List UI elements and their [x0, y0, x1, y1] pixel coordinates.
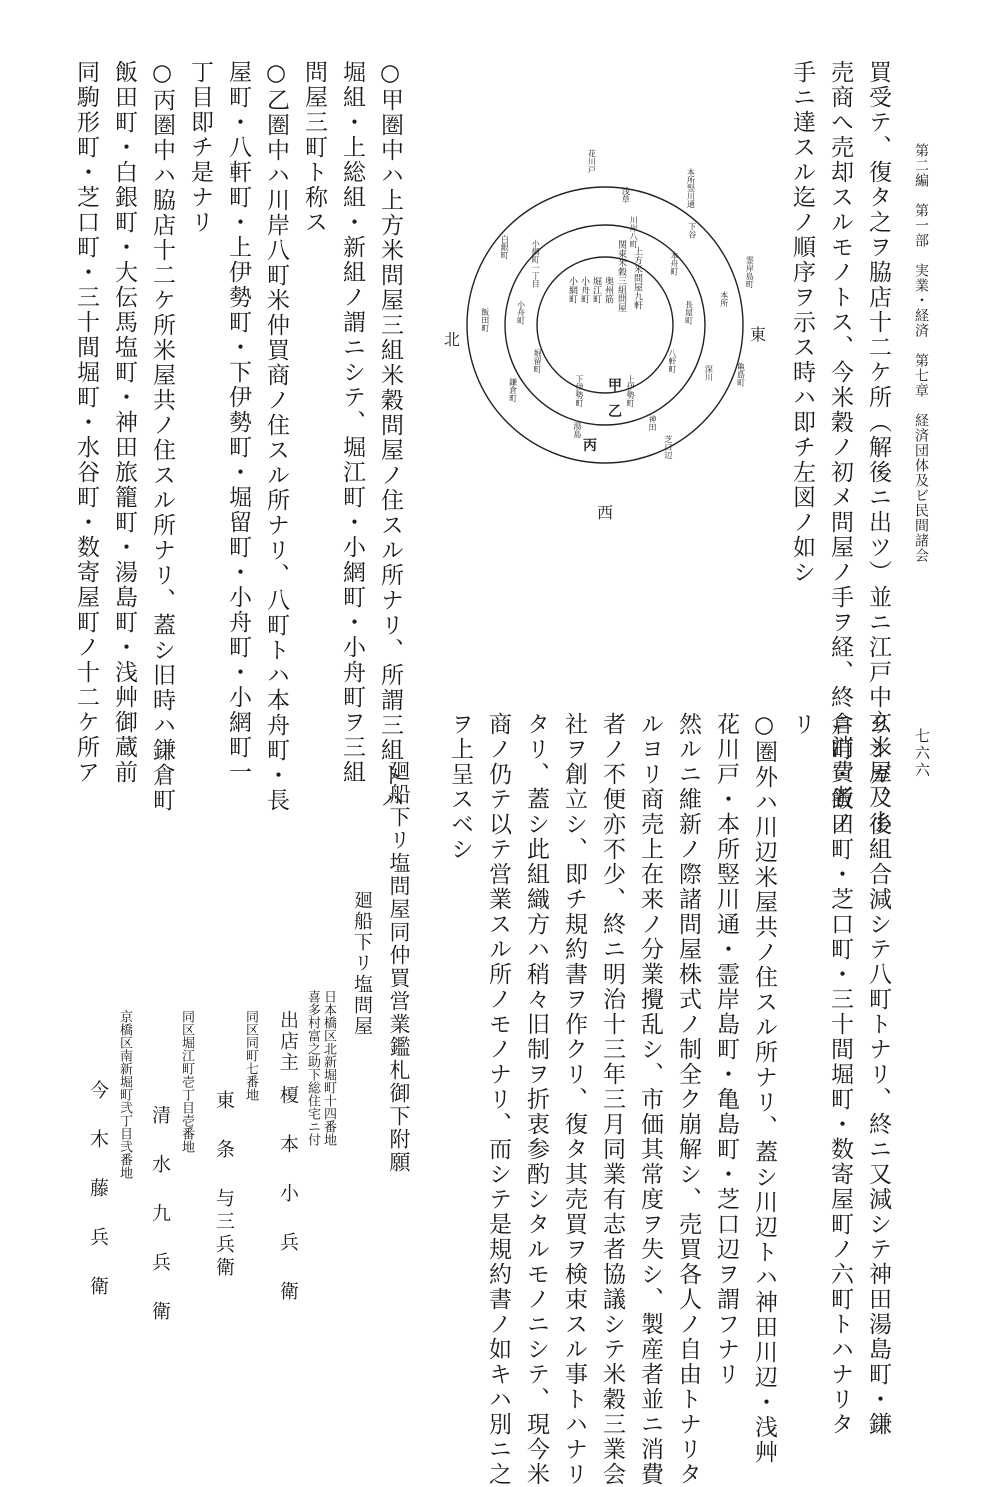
text-column: 堀組・上総組・新組ノ謂ニシテ、堀江町・小網町・小舟町ヲ三組 [339, 60, 365, 785]
outer-ring-label: 飯田町 [480, 307, 490, 332]
outside-label: 霊岸島町 [745, 256, 755, 289]
petitioner-address: 日本橋区北新堀町十四番地 [321, 990, 336, 1146]
page-number: 七六六 [913, 728, 931, 779]
text-column: 問屋三町ト称ス [301, 60, 327, 235]
direction-east: 東 [749, 325, 767, 344]
text-column: リシガ、後組合減シテ八町トナリ、終ニ又減シテ神田湯島町・鎌 [865, 712, 891, 1437]
center-label: 奥州筋 [603, 276, 613, 304]
middle-ring-label: 堀留町 [533, 349, 543, 374]
outside-label: 本所竪川通 [686, 168, 696, 209]
text-column: 社ヲ創立シ、即チ規約書ヲ作クリ、復タ其売買ヲ検束スル事トハナリ [561, 712, 587, 1487]
middle-ring-label: 川岸八町 [629, 216, 639, 249]
middle-ring-label: 下伊勢町 [574, 374, 584, 407]
center-label: 上方米問屋九軒 [632, 246, 642, 310]
outer-ring-label: 本所 [719, 291, 729, 308]
rice-trade-diagram [440, 100, 770, 530]
outer-ring-label: 神田 [648, 415, 658, 432]
center-label: 関東米穀三組問屋 [616, 240, 626, 312]
outer-ring-label: 白銀町 [500, 235, 510, 260]
text-column: 手ニ達スル迄ノ順序ヲ示ス時ハ即チ左図ノ如シ [789, 60, 815, 585]
middle-ring-label: 長屋町 [684, 300, 694, 325]
text-column: ヲ上呈スベシ [447, 712, 473, 862]
outer-circle [467, 187, 746, 463]
marker-otsu: 乙 [608, 404, 622, 420]
text-column: 飯田町・白銀町・大伝馬塩町・神田旅籠町・湯島町・浅艸御蔵前 [111, 60, 137, 785]
petition-title: 廻船下リ塩問屋同仲買営業鑑札御下附願 [387, 760, 411, 1174]
petitioner-address: 京橋区南新堀町弐丁目弐番地 [117, 1010, 132, 1179]
running-header: 第二編 第一部 実業・経済 第七章 経済団体及ビ民間諸会 [913, 143, 929, 563]
center-label: 小舟町 [579, 276, 589, 304]
outside-label: 花川戸 [587, 149, 597, 174]
text-column: 同駒形町・芝口町・三十間堀町・水谷町・数寄屋町ノ十二ケ所ア [73, 60, 99, 785]
direction-north: 北 [443, 330, 461, 349]
text-column: 丁目即チ是ナリ [187, 60, 213, 235]
outer-ring-label: 深川 [704, 365, 714, 381]
center-label: 小網町 [567, 276, 577, 304]
direction-west: 西 [596, 503, 614, 522]
middle-ring-label: 八軒町 [667, 349, 677, 374]
middle-ring-label: 小網町一丁目 [531, 239, 541, 288]
middle-ring-label: 小舟町 [516, 300, 526, 325]
petitioner-name: 東 条 与三兵衛 [213, 1090, 235, 1280]
outside-label: 芝口辺 [663, 434, 673, 459]
middle-ring-label: 本舟町 [669, 251, 679, 276]
text-column: 者ノ不便亦不少、終ニ明治十三年三月同業有志者協議シテ米穀三業会 [599, 712, 625, 1487]
text-column: ルヨリ商売上在来ノ分業攪乱シ、市価其常度ヲ失シ、製産者並ニ消費 [637, 712, 663, 1487]
petitioner-name: 榎 本 小 兵 衛 [277, 1085, 299, 1304]
outside-label: 亀島町 [736, 362, 746, 387]
text-column: タリ、蓋シ此組織方ハ稍々旧制ヲ折衷参酌シタルモノニシテ、現今米 [523, 712, 549, 1487]
middle-ring-label: 上伊勢町 [626, 374, 636, 407]
petition-subtitle: 廻船下リ塩問屋 [351, 890, 373, 1037]
text-column: 屋町・八軒町・上伊勢町・下伊勢町・堀留町・小舟町・小網町一 [225, 60, 251, 785]
text-column: ○丙圏中ハ脇店十二ケ所米屋共ノ住スル所ナリ、蓋シ旧時ハ鎌倉町 [149, 60, 175, 813]
text-column: 売商へ売却スルモノトス、今米穀ノ初メ問屋ノ手ヲ経、終ニ消費者ノ [827, 60, 853, 835]
petitioner-address: 同区同町七番地 [243, 1010, 258, 1101]
outer-ring-label: 湯島 [572, 421, 582, 438]
outer-ring-label: 鎌倉町 [508, 378, 518, 403]
marker-hei: 丙 [583, 438, 597, 454]
marker-ko: 甲 [608, 378, 622, 394]
outer-ring-label: 下谷 [687, 222, 697, 239]
text-column: 花川戸・本所竪川通・霊岸島町・亀島町・芝口辺ヲ謂フナリ [713, 712, 739, 1387]
center-label: 堀江町 [591, 276, 601, 304]
outer-ring-label: 浅草 [621, 186, 631, 203]
text-column: ○圏外ハ川辺米屋共ノ住スル所ナリ、蓋シ川辺トハ神田川辺・浅艸 [751, 712, 777, 1465]
petitioner-role: 出店主 [277, 1010, 299, 1073]
text-column: 倉町・飯田町・芝口町・三十間堀町・数寄屋町ノ六町トハナリタ [827, 712, 853, 1437]
text-column: 買受テ、復タ之ヲ脇店十二ケ所（解後ニ出ツ）並ニ江戸中玄米屋及小 [865, 60, 891, 835]
petitioner-name: 今 木 藤 兵 衛 [87, 1080, 109, 1299]
text-column: ○甲圏中ハ上方米問屋三組米穀問屋ノ住スル所ナリ、所謂三組トハ [377, 60, 403, 813]
text-column: ○乙圏中ハ川岸八町米仲買商ノ住スル所ナリ、八町トハ本舟町・長 [263, 60, 289, 813]
petitioner-address: 同区堀江町壱丁目壱番地 [179, 1010, 194, 1153]
petitioner-name: 清 水 九 兵 衛 [149, 1105, 171, 1324]
text-column: 然ルニ維新ノ際諸問屋株式ノ制全ク崩解シ、売買各人ノ自由トナリタ [675, 712, 701, 1487]
petitioner-address-note: 喜多村富之助下総住宅ニ付 [305, 990, 320, 1146]
text-column: リ [789, 712, 815, 737]
text-column: 商ノ仍テ以テ営業スル所ノモノナリ、而シテ是規約書ノ如キハ別ニ之 [485, 712, 511, 1487]
